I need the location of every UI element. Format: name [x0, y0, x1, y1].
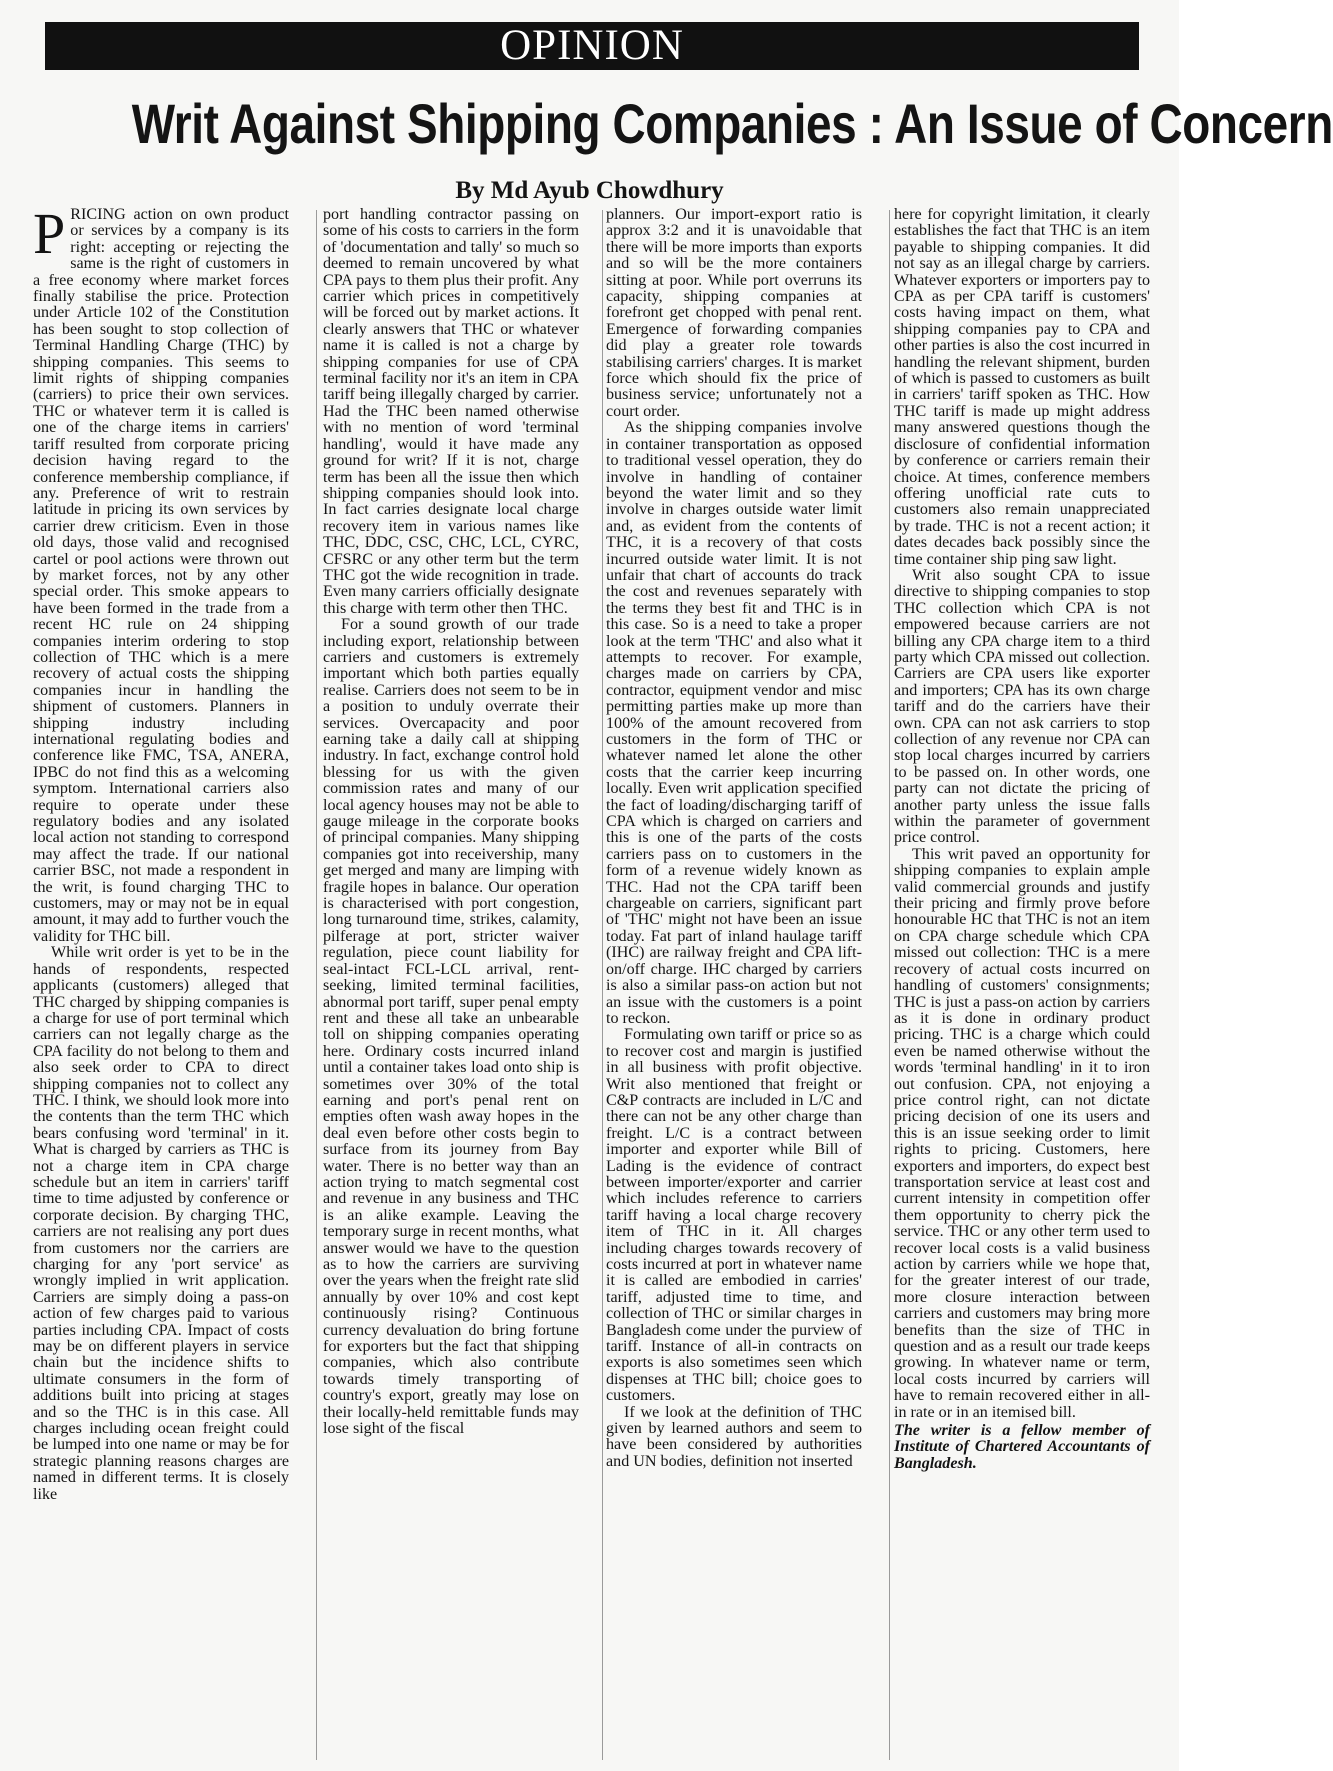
paragraph: planners. Our import-export ratio is approx 3:2 and it is unavoidable that there will be more imports than exports and so will be the more containers sitting at poor. While port overruns its capacity, shipping companies at forefront get chopped with penal rent. Emergence of forwarding companies did play a greater role towards stabilising carriers' charges. It is market force which should fix the price of business service; unfortunately not a court order. [606, 206, 862, 420]
article-column-3 [606, 207, 862, 1762]
paragraph-text: RICING action on own product or services by a company is its right: accepting or rejecting the same is the right of customers in a free economy where market forces finally stabilise the price. Protection under Article 102 of the Constitution has been sought to stop collection of Terminal Handling Charge (THC) by shipping companies. This seems to limit rights of shipping companies (carriers) to price their own services. THC or whatever term it is called is one of the charge items in carriers' tariff resulted from corporate pricing decision having regard to the conference membership compliance, if any. Preference of writ to restrain latitude in pricing its own services by carrier drew criticism. Even in those old days, those valid and recognised cartel or pool actions were thrown out by market forces, not by any other special order. This smoke appears to have been formed in the trade from a recent HC rule on 24 shipping companies interim ordering to stop collection of THC which is a mere recovery of actual costs the shipping companies incur in handling the shipment of customers. Planners in shipping industry including international regulating bodies and conference like FMC, TSA, ANERA, IPBC do not find this as a welcoming symptom. International carriers also require to operate under these regulatory bodies and any isolated local action not standing to correspond may affect the trade. If our national carrier BSC, not made a respondent in the writ, is found charging THC to customers, may or may not be in equal amount, it may add to further vouch the validity for THC bill. [33, 206, 289, 945]
paragraph: If we look at the definition of THC given by learned authors and seem to have been considered by authorities and UN bodies, definition not inserted [606, 1403, 862, 1470]
article-column-2 [323, 207, 579, 1762]
paragraph: port handling contractor passing on some of his costs to carriers in the form of 'documentation and tally' so much so deemed to remain uncovered by what CPA pays to them plus their profit. Any carrier which prices in competitively will be forced out by market actions. It clearly answers that THC or whatever name it is called is not a charge by shipping companies for use of CPA terminal facility nor it's an item in CPA tariff being illegally charged by carrier. Had the THC been named otherwise with no mention of word 'terminal handling', would it have made any ground for writ? If it is not, charge term has been all the issue then which shipping companies should look into. In fact carries designate local charge recovery item in various names like THC, DDC, CSC, CHC, LCL, CYRC, CFSRC or any other term but the term THC got the wide recognition in trade. Even many carriers officially designate this charge with term other then THC. [323, 206, 579, 617]
paragraph: This writ paved an opportunity for shipping companies to explain ample valid commercial grounds and justify their pricing and firmly prove before honourable HC that THC is not an item on CPA charge schedule which CPA missed out collection: THC is a mere recovery of actual costs incurred on handling of customers' consignments; THC is just a pass-on action by carriers as it is done in ordinary product pricing. THC is a charge which could even be named otherwise without the words 'terminal handling' in it to iron out confusion. CPA, not enjoying a price control right, can not dictate pricing decision of one its users and this is an issue seeking order to limit rights to pricing. Customers, here exporters and importers, do expect best transportation service at least cost and current intensity in competition offer them opportunity to cherry pick the service. THC or any other term used to recover local costs is a valid business action by carriers while we hope that, for the greater interest of our trade, more closure interaction between carriers and customers may bring more benefits than the size of THC in question and as a result our trade keeps growing. In whatever name or term, local costs incurred by carriers will have to remain recovered either in all-in rate or in an itemised bill. [894, 845, 1150, 1421]
paragraph: While writ order is yet to be in the hands of respondents, respected applicants (customers) alleged that THC charged by shipping companies is a charge for use of port terminal which carriers can not legally charge as the CPA facility do not belong to them and also seek order to CPA to direct shipping companies not to collect any THC. I think, we should look more into the contents than the term THC which bears confusing word 'terminal' in it. What is charged by carriers as THC is not a charge item in CPA charge schedule but an item in carriers' tariff time to time adjusted by conference or corporate decision. By charging THC, carriers are not realising any port dues from customers nor the carriers are charging for any 'port service' as wrongly implied in writ application. Carriers are simply doing a pass-on action of few charges paid to various parties including CPA. Impact of costs may be on different players in service chain but the incidence shifts to ultimate consumers in the form of additions built into pricing at stages and so the THC is in this case. All charges including ocean freight could be lumped into one name or may be for strategic planning reasons charges are named in different terms. It is closely like [33, 944, 289, 1503]
author-note: The writer is a fellow member of Institute of Chartered Accountants of Bangladesh. [894, 1422, 1150, 1472]
article-column-1 [33, 201, 289, 1762]
paragraph: As the shipping companies involve in container transportation as opposed to traditional vessel operation, they do involve in handling of container beyond the water limit and so they involve in charges outside water limit and, as evident from the contents of THC, it is a recovery of that costs incurred outside water limit. It is not unfair that chart of accounts do track the cost and revenues separately with the terms they best fit and THC is in this case. So is a need to take a proper look at the term 'THC' and also what it attempts to recover. For example, charges made on carriers by CPA, contractor, equipment vendor and misc permitting parties make up more than 100% of the amount recovered from customers in the form of THC or whatever named let alone the other costs that the carrier keep incurring locally. Even writ application specified the fact of loading/discharging tariff of CPA which is charged on carriers and this is one of the parts of the costs carriers pass on to customers in the form of a revenue widely known as THC. Had not the CPA tariff been chargeable on carriers, significant part of 'THC' might not have been an issue today. Fat part of inland haulage tariff (IHC) are railway freight and CPA lift-on/off charge. IHC charged by carriers is also a similar pass-on action but not an issue with the customers is a point to reckon. [606, 419, 862, 1027]
article-body [33, 201, 1154, 1762]
paragraph: Writ also sought CPA to issue directive to shipping companies to stop THC collection which CPA is not empowered because carriers are not billing any CPA charge item to a third party which CPA missed out collection. Carriers are CPA users like exporter and importers; CPA has its own charge tariff and do the carriers have their own. CPA can not ask carriers to stop collection of any revenue nor CPA can stop local charges incurred by carriers to be passed on. In other words, one party can not dictate the pricing of another party unless the issue falls within the parameter of government price control. [894, 566, 1150, 847]
paragraph [33, 201, 289, 945]
paragraph: Formulating own tariff or price so as to recover cost and margin is justified in all business with profit objective. Writ also mentioned that freight or C&P contracts are included in L/C and there can not be any other charge than freight. L/C is a contract between importer and exporter while Bill of Lading is the evidence of contract between importer/exporter and carrier which includes reference to carriers tariff having a local charge recovery item of THC in it. All charges including charges towards recovery of costs incurred at port in whatever name it is called are embodied in carries' tariff, adjusted time to time, and collection of THC or similar charges in Bangladesh come under the purview of tariff. Instance of all-in contracts on exports is also sometimes seen which dispenses at THC bill; choice goes to customers. [606, 1026, 862, 1405]
section-label: OPINION [500, 22, 684, 69]
section-banner [45, 22, 1139, 70]
article-byline: By Md Ayub Chowdhury [455, 177, 724, 204]
paragraph: For a sound growth of our trade including export, relationship between carriers and customers is extremely important which both parties equally realise. Carriers does not seem to be in a position to unduly overrate their services. Overcapacity and poor earning take a daily call at shipping industry. In fact, exchange control hold blessing for us with the given commission rates and many of our local agency houses may not be able to gauge mileage in the corporate books of principal companies. Many shipping companies got into receivership, many get merged and many are limping with fragile hopes in balance. Our operation is characterised with port congestion, long turnaround time, strikes, calamity, pilferage at port, stricter waiver regulation, piece count liability for seal-intact FCL-LCL arrival, rent-seeking, limited terminal facilities, abnormal port tariff, super penal empty rent and these all take an unbearable toll on shipping companies operating here. Ordinary costs incurred inland until a container takes load onto ship is sometimes over 30% of the total earning and port's penal rent on empties often wash away hopes in the deal even before other costs begin to surface from its journey from Bay water. There is no better way than an action trying to match segmental cost and revenue in any business and THC is an alike example. Leaving the temporary surge in recent months, what answer would we have to the question as to how the carriers are surviving over the years when the freight rate slid annually by over 10% and cost kept continuously rising? Continuous currency devaluation do bring fortune for exporters but the fact that shipping companies, which also contribute towards timely transporting of country's export, greatly may lose on their locally-held remittable funds may lose sight of the fiscal [323, 616, 579, 1438]
paragraph: here for copyright limitation, it clearly establishes the fact that THC is an item payable to shipping companies. It did not say as an illegal charge by carriers. Whatever exporters or importers pay to CPA as per CPA tariff is customers' costs having impact on them, what shipping companies pay to CPA and other parties is also the cost incurred in handling the relevant shipment, burden of which is passed to customers as built in carriers' tariff spoken as THC. How THC tariff is made up might address many answered questions though the disclosure of confidential information by conference or carriers remain their choice. At times, conference members offering unofficial rate cuts to customers also remain unappreciated by trade. THC is not a recent action; it dates decades back possibly since the time container ship ping saw light. [894, 206, 1150, 568]
article-column-4 [894, 207, 1150, 1762]
drop-cap: P [33, 201, 66, 266]
article-headline: Writ Against Shipping Companies : An Issue of Concern [131, 92, 1333, 155]
